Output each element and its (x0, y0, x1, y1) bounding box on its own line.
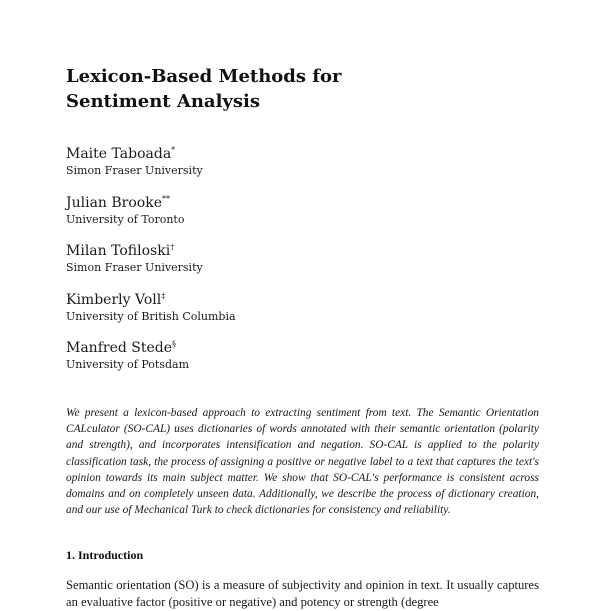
author-affiliation: Simon Fraser University (66, 261, 203, 274)
author-footnote-mark: ‡ (161, 290, 166, 300)
title-line-2: Sentiment Analysis (66, 91, 260, 112)
author-entry (66, 338, 526, 387)
author-entry (66, 241, 526, 290)
author-entry (66, 144, 526, 193)
author-name: Julian Brooke** (66, 193, 171, 211)
author-affiliation: Simon Fraser University (66, 164, 203, 177)
author-entry (66, 193, 526, 242)
title-line-1: Lexicon-Based Methods for (66, 66, 342, 87)
author-entry (66, 290, 526, 339)
author-affiliation: University of Toronto (66, 212, 185, 226)
paper-title (66, 64, 526, 114)
author-name: Manfred Stede§ (66, 339, 177, 356)
author-footnote-mark: ** (162, 193, 171, 203)
section-heading-introduction: 1. Introduction (66, 548, 144, 562)
author-affiliation: University of British Columbia (66, 309, 236, 323)
author-name: Maite Taboada* (66, 145, 176, 162)
introduction-paragraph: Semantic orientation (SO) is a measure of subjectivity and opinion in text. It usually captures an evaluative factor (positive or negative) and potency or strength (degree (66, 578, 539, 609)
author-footnote-mark: § (172, 339, 177, 349)
author-list (66, 144, 526, 387)
author-affiliation: University of Potsdam (66, 358, 190, 371)
author-name: Milan Tofiloski† (66, 242, 175, 259)
author-name: Kimberly Voll‡ (66, 290, 166, 308)
author-footnote-mark: * (171, 145, 176, 155)
abstract: We present a lexicon-based approach to extracting sentiment from text. The Semantic Orientation CALculator (SO-CAL) uses dictionaries of words annotated with their semantic orientation (polarity and strength), and incorporates intensification and negation. SO-CAL is applied to the polarity classification task, the process of assigning a positive or negative label to a text that captures the text's opinion towards its main subject matter. We show that SO-CAL's performance is consistent across domains and on completely unseen data. Additionally, we describe the process of dictionary creation, and our use of Mechanical Turk to check dictionaries for consistency and reliability. (66, 407, 539, 517)
author-footnote-mark: † (170, 242, 175, 252)
